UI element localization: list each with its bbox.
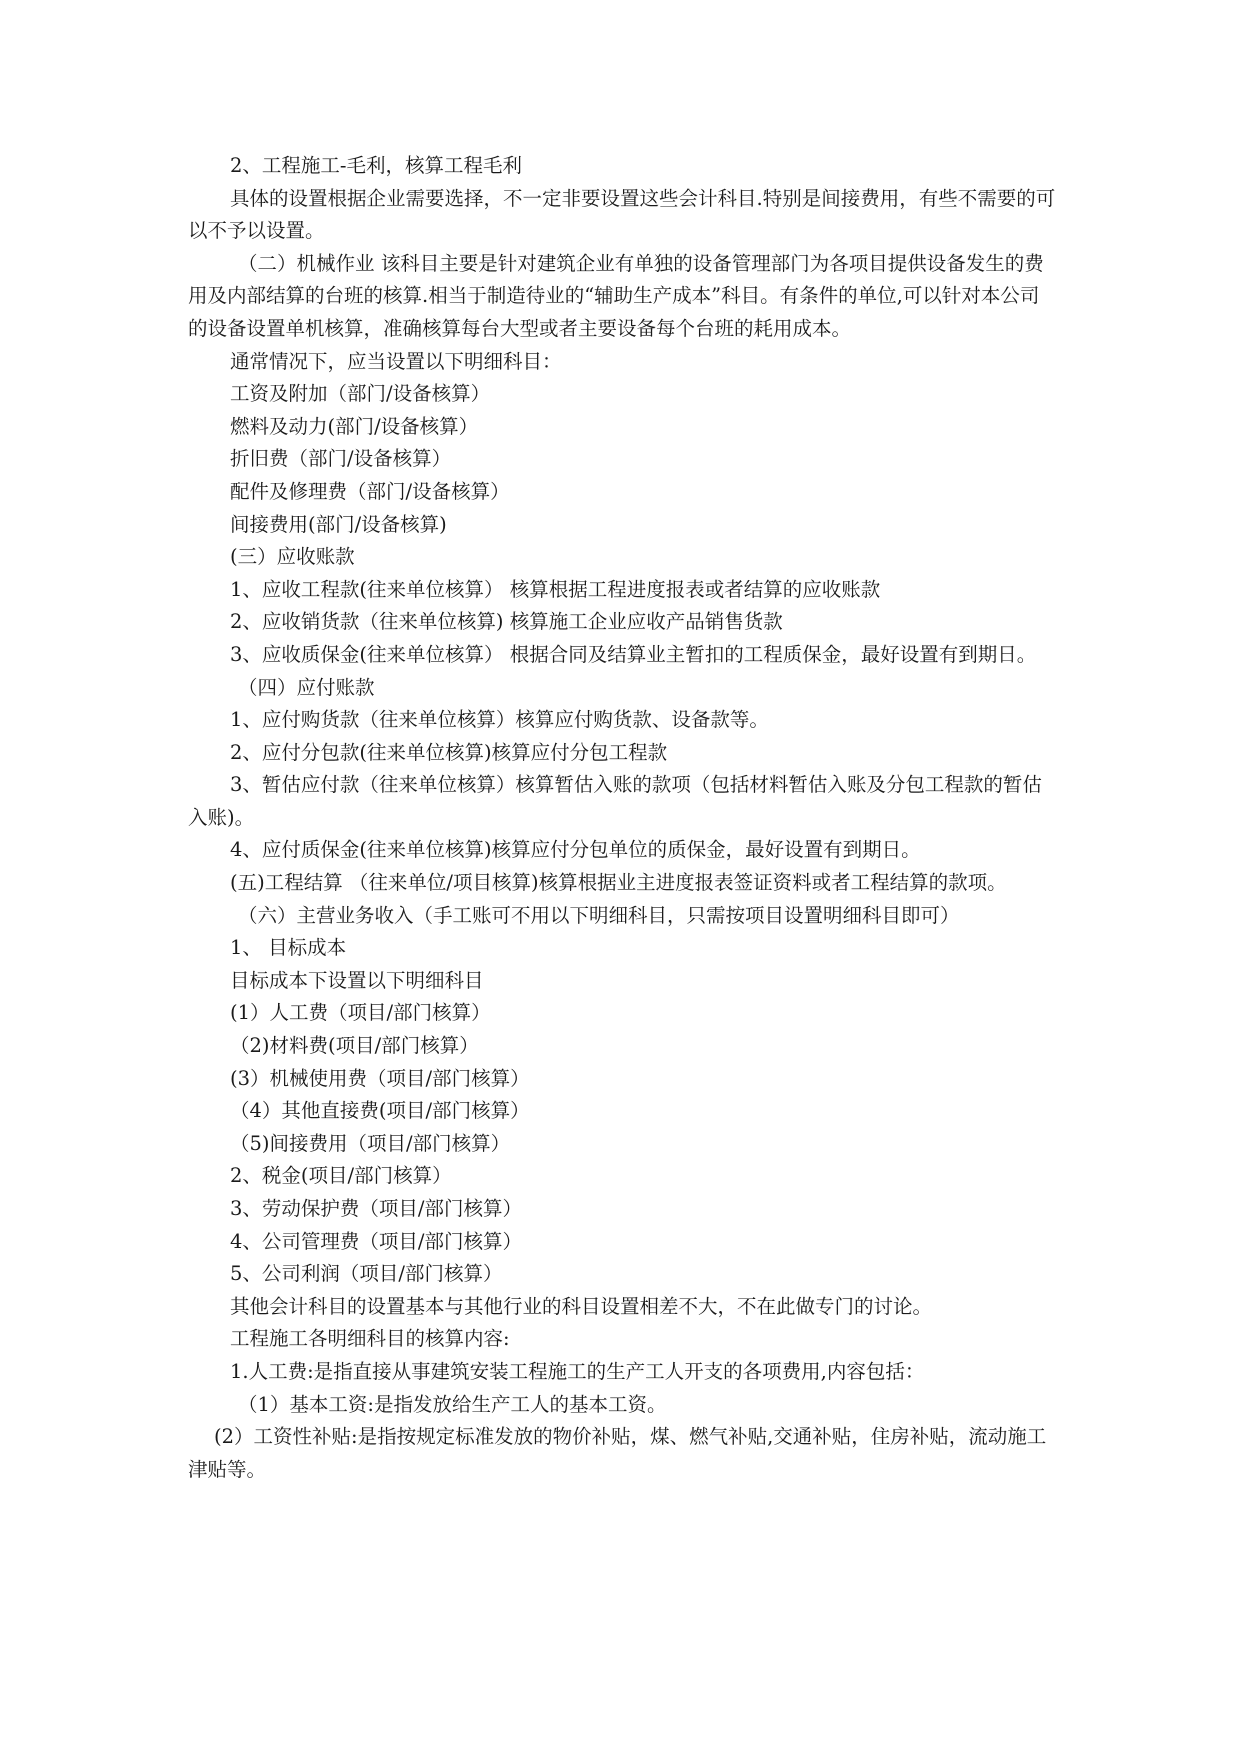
list-item-receivable-warranty: 3、应收质保金(往来单位核算） 根据合同及结算业主暂扣的工程质保金，最好设置有到期日。 [230,642,1037,666]
list-item-payable-estimated: 3、暂估应付款（往来单位核算）核算暂估入账的款项（包括材料暂估入账及分包工程款的暂估入账)。 [188,773,1042,829]
list-item-payable-subcontract: 2、应付分包款(往来单位核算)核算应付分包工程款 [230,740,668,764]
list-item-receivable-engineering: 1、应收工程款(往来单位核算） 核算根据工程进度报表或者结算的应收账款 [230,577,881,601]
paragraph-detail-content-intro: 工程施工各明细科目的核算内容: [230,1327,510,1351]
list-item-material-cost: （2)材料费(项目/部门核算） [230,1034,479,1058]
document-body [188,150,1058,1486]
list-item-depreciation: 折旧费（部门/设备核算） [230,447,452,471]
heading-project-settlement: (五)工程结算 （往来单位/项目核算)核算根据业主进度报表签证资料或者工程结算的款项。 [230,871,1007,895]
list-item-target-cost: 1、 目标成本 [230,936,347,960]
paragraph-other-accounts: 其他会计科目的设置基本与其他行业的科目设置相差不大，不在此做专门的讨论。 [230,1294,933,1318]
list-item-labor-cost: (1）人工费（项目/部门核算） [230,1001,491,1025]
list-item-fuel: 燃料及动力(部门/设备核算） [230,414,479,438]
paragraph-gross-profit: 2、工程施工-毛利，核算工程毛利 [230,154,522,177]
list-item-tax: 2、税金(项目/部门核算） [230,1164,452,1188]
list-item-wages: 工资及附加（部门/设备核算） [230,382,491,406]
list-item-other-direct-cost: （4）其他直接费(项目/部门核算） [230,1099,530,1123]
list-item-parts-repair: 配件及修理费（部门/设备核算） [230,479,510,503]
list-item-labor-protection: 3、劳动保护费（项目/部门核算） [230,1197,522,1220]
heading-accounts-receivable: (三）应收账款 [230,545,355,569]
list-item-machinery-cost: (3）机械使用费（项目/部门核算） [230,1066,530,1090]
heading-main-revenue: （六）主营业务收入（手工账可不用以下明细科目，只需按项目设置明细科目即可） [238,903,960,927]
paragraph-machinery-operation: （二）机械作业 该科目主要是针对建筑企业有单独的设备管理部门为各项目提供设备发生的费用及内部结算的台班的核算.相当于制造待业的“辅助生产成本”科目。有条件的单位,可以针对本公司的设备设置单机核算，准确核算每台大型或者主要设备每个台班的耗用成本。 [188,251,1044,340]
list-item-receivable-sales: 2、应收销货款（往来单位核算) 核算施工企业应收产品销售货款 [230,610,783,634]
paragraph-wage-subsidy: (2）工资性补贴:是指按规定标准发放的物价补贴，煤、燃气补贴,交通补贴，住房补贴，流动施工津贴等。 [188,1425,1047,1481]
list-item-payable-warranty: 4、应付质保金(往来单位核算)核算应付分包单位的质保金，最好设置有到期日。 [230,838,921,862]
list-item-indirect-cost: （5)间接费用（项目/部门核算） [230,1131,511,1155]
heading-accounts-payable: （四）应付账款 [238,675,375,699]
list-item-payable-purchases: 1、应付购货款（往来单位核算）核算应付购货款、设备款等。 [230,708,769,732]
paragraph-target-cost-intro: 目标成本下设置以下明细科目 [230,968,484,992]
list-item-company-profit: 5、公司利润（项目/部门核算） [230,1262,503,1286]
paragraph-detail-accounts-intro: 通常情况下，应当设置以下明细科目： [230,349,562,373]
list-item-indirect-costs: 间接费用(部门/设备核算) [230,512,447,536]
paragraph-basic-wage: （1）基本工资:是指发放给生产工人的基本工资。 [238,1392,667,1416]
paragraph-labor-definition: 1.人工费:是指直接从事建筑安装工程施工的生产工人开支的各项费用,内容包括： [230,1359,925,1383]
paragraph-setup-note: 具体的设置根据企业需要选择，不一定非要设置这些会计科目.特别是间接费用，有些不需要的可以不予以设置。 [188,186,1056,243]
list-item-management-fee: 4、公司管理费（项目/部门核算） [230,1229,522,1253]
